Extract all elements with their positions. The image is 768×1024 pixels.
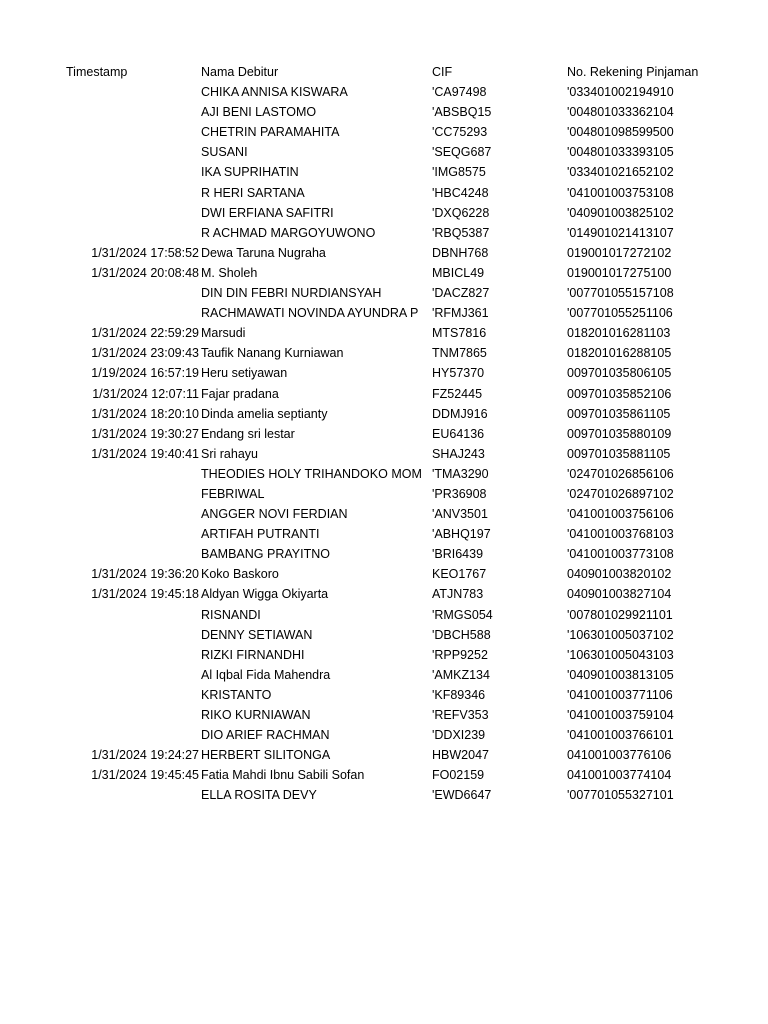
cell-name: Fatia Mahdi Ibnu Sabili Sofan [201,768,365,783]
cell-account: '024701026897102 [567,486,674,501]
cell-cif: 'ANV3501 [432,507,488,522]
cell-name: Al Iqbal Fida Mahendra [201,667,331,682]
cell-timestamp: 1/31/2024 19:45:45 [91,768,199,783]
cell-cif: MBICL49 [432,265,485,280]
cell-timestamp: 1/31/2024 19:45:18 [91,587,199,602]
cell-account: '040901003813105 [567,667,674,682]
table-row [0,343,768,363]
cell-account: 041001003776106 [567,748,672,763]
cell-cif: 'RBQ5387 [432,225,490,240]
table-row [0,705,768,725]
cell-name: ANGGER NOVI FERDIAN [201,507,348,522]
cell-cif: 'IMG8575 [432,165,486,180]
cell-name: KRISTANTO [201,687,272,702]
table-row [0,745,768,765]
cell-name: Koko Baskoro [201,567,279,582]
cell-name: M. Sholeh [201,265,258,280]
cell-account: 009701035881105 [567,446,671,461]
cell-cif: TNM7865 [432,346,487,361]
table-body [0,82,768,805]
cell-cif: 'REFV353 [432,708,489,722]
header-cif: CIF [432,65,453,79]
cell-cif: DBNH768 [432,245,489,260]
table-row [0,564,768,584]
header-name: Nama Debitur [201,65,279,79]
cell-name: Endang sri lestar [201,426,295,441]
cell-cif: 'RMGS054 [432,607,493,622]
header-timestamp: Timestamp [66,65,128,79]
cell-account: 018201016288105 [567,346,672,361]
cell-name: Marsudi [201,326,246,341]
cell-name: RIZKI FIRNANDHI [201,647,305,662]
table-row [0,404,768,424]
cell-name: DIN DIN FEBRI NURDIANSYAH [201,286,382,301]
cell-cif: 'KF89346 [432,687,486,702]
cell-account: '014901021413107 [567,225,674,240]
cell-account: 009701035806105 [567,366,672,381]
cell-account: '024701026856106 [567,466,674,481]
cell-account: '041001003766101 [567,728,674,743]
cell-account: 009701035880109 [567,426,672,441]
cell-account: '033401002194910 [567,85,674,100]
table-row [0,102,768,122]
table-row [0,363,768,383]
cell-cif: 'DDXI239 [432,728,486,743]
cell-cif: 'DXQ6228 [432,205,490,220]
cell-name: IKA SUPRIHATIN [201,165,299,180]
cell-timestamp: 1/31/2024 17:58:52 [91,245,199,260]
cell-cif: SHAJ243 [432,446,485,461]
cell-name: R ACHMAD MARGOYUWONO [201,225,376,240]
cell-name: DIO ARIEF RACHMAN [201,728,330,743]
table-row [0,82,768,102]
table-row [0,484,768,504]
table-row [0,243,768,263]
table-row [0,283,768,303]
cell-account: 019001017275100 [567,265,672,280]
cell-name: FEBRIWAL [201,486,265,501]
cell-cif: 'ABSBQ15 [432,105,492,120]
cell-name: BAMBANG PRAYITNO [201,547,330,562]
cell-cif: 'ABHQ197 [432,527,491,542]
cell-cif: DDMJ916 [432,406,488,421]
cell-cif: 'BRI6439 [432,547,484,562]
table-row [0,544,768,564]
cell-account: '041001003768103 [567,527,674,542]
cell-cif: 'RFMJ361 [432,306,489,321]
table-row [0,384,768,404]
cell-account: '041001003756106 [567,507,674,522]
cell-timestamp: 1/31/2024 22:59:29 [91,326,199,341]
cell-name: CHIKA ANNISA KISWARA [201,85,348,100]
cell-account: 009701035861105 [567,406,671,421]
cell-timestamp: 1/31/2024 18:20:10 [91,406,199,421]
cell-cif: 'EWD6647 [432,788,492,803]
cell-timestamp: 1/19/2024 16:57:19 [91,366,199,381]
table-row [0,323,768,343]
cell-account: 041001003774104 [567,768,672,783]
table-row [0,223,768,243]
cell-account: '106301005037102 [567,627,674,642]
cell-cif: 'SEQG687 [432,145,492,160]
table-row [0,524,768,544]
cell-name: THEODIES HOLY TRIHANDOKO MOM [201,466,422,481]
cell-account: '004801033362104 [567,105,674,120]
cell-cif: HBW2047 [432,748,489,763]
cell-account: '004801098599500 [567,125,674,140]
cell-cif: 'PR36908 [432,486,487,501]
cell-account: 018201016281103 [567,326,671,341]
cell-cif: 'CA97498 [432,85,487,100]
cell-name: Heru setiyawan [201,366,288,381]
cell-account: '033401021652102 [567,165,674,180]
cell-name: Aldyan Wigga Okiyarta [201,587,329,602]
table-header-row [0,62,768,82]
cell-account: '041001003773108 [567,547,674,562]
table-row [0,122,768,142]
cell-account: '007701055251106 [567,306,673,321]
table-row [0,725,768,745]
cell-name: Taufik Nanang Kurniawan [201,346,344,361]
cell-account: '007701055327101 [567,788,674,803]
debtor-table [0,62,768,805]
cell-account: '007801029921101 [567,607,673,622]
cell-name: SUSANI [201,145,248,160]
cell-account: '040901003825102 [567,205,674,220]
cell-cif: 'HBC4248 [432,185,489,200]
table-row [0,504,768,524]
header-account: No. Rekening Pinjaman [567,65,699,79]
table-row [0,785,768,805]
cell-cif: 'DACZ827 [432,286,490,301]
table-row [0,424,768,444]
cell-name: ARTIFAH PUTRANTI [201,527,320,542]
cell-cif: FO02159 [432,768,485,783]
cell-timestamp: 1/31/2024 19:36:20 [91,567,199,582]
table-row [0,203,768,223]
cell-account: '041001003771106 [567,687,673,702]
cell-account: '041001003759104 [567,708,674,722]
cell-timestamp: 1/31/2024 20:08:48 [91,265,199,280]
cell-account: 040901003827104 [567,587,672,602]
table-row [0,665,768,685]
table-row [0,584,768,604]
cell-cif: KEO1767 [432,567,487,582]
cell-name: RISNANDI [201,607,261,622]
table-row [0,142,768,162]
table-row [0,183,768,203]
cell-account: 009701035852106 [567,386,672,401]
cell-account: 040901003820102 [567,567,672,582]
table-row [0,464,768,484]
table-row [0,263,768,283]
table-row [0,162,768,182]
table-row [0,605,768,625]
cell-cif: 'AMKZ134 [432,667,490,682]
cell-account: '007701055157108 [567,286,674,301]
cell-name: Dewa Taruna Nugraha [201,245,326,260]
table-row [0,645,768,665]
cell-cif: 'DBCH588 [432,627,491,642]
cell-cif: HY57370 [432,366,485,381]
cell-name: Sri rahayu [201,446,258,461]
cell-cif: MTS7816 [432,326,487,341]
cell-name: DENNY SETIAWAN [201,627,313,642]
cell-name: Fajar pradana [201,386,279,401]
cell-cif: 'RPP9252 [432,647,488,662]
cell-cif: 'CC75293 [432,125,488,140]
cell-name: R HERI SARTANA [201,185,305,200]
cell-name: DWI ERFIANA SAFITRI [201,205,334,220]
cell-cif: EU64136 [432,426,485,441]
table-row [0,303,768,323]
cell-timestamp: 1/31/2024 19:40:41 [91,446,199,461]
table-row [0,765,768,785]
cell-cif: 'TMA3290 [432,466,489,481]
cell-name: Dinda amelia septianty [201,406,328,421]
cell-timestamp: 1/31/2024 23:09:43 [91,346,199,361]
cell-name: AJI BENI LASTOMO [201,105,317,120]
cell-name: HERBERT SILITONGA [201,748,331,763]
table-row [0,685,768,705]
cell-account: 019001017272102 [567,245,672,260]
cell-timestamp: 1/31/2024 12:07:11 [92,386,199,401]
cell-account: '041001003753108 [567,185,674,200]
table-row [0,444,768,464]
cell-timestamp: 1/31/2024 19:24:27 [91,748,199,763]
cell-name: CHETRIN PARAMAHITA [201,125,340,140]
cell-account: '004801033393105 [567,145,674,160]
cell-name: ELLA ROSITA DEVY [201,788,317,803]
table-row [0,625,768,645]
cell-name: RIKO KURNIAWAN [201,708,311,722]
cell-cif: ATJN783 [432,587,484,602]
cell-cif: FZ52445 [432,386,483,401]
cell-timestamp: 1/31/2024 19:30:27 [91,426,199,441]
cell-name: RACHMAWATI NOVINDA AYUNDRA P [201,306,419,321]
cell-account: '106301005043103 [567,647,674,662]
